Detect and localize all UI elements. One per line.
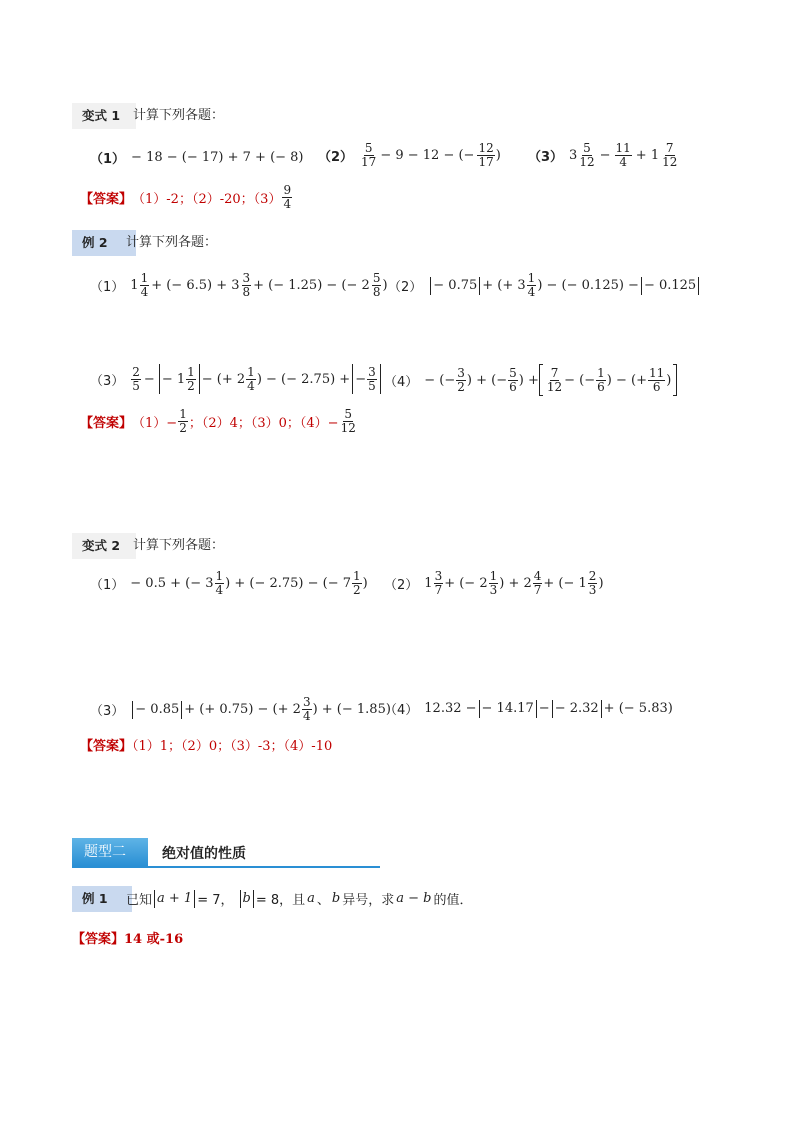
question-number: （2） (384, 578, 419, 593)
operator: − (538, 701, 550, 716)
expression: ) + (518, 372, 539, 388)
variant2-instruction: 计算下列各题： (133, 538, 225, 553)
expression: ) (382, 278, 388, 293)
expression: ) + (− (466, 372, 508, 388)
expression: − 0.5 + (− 3 (130, 576, 214, 591)
fraction: 3 7 (434, 569, 443, 597)
expression: ) (495, 148, 501, 163)
text: 已知 (126, 893, 153, 908)
expression: − 14.17 (481, 701, 534, 716)
expression: a + 1 (157, 891, 193, 906)
abs-bar (154, 890, 155, 908)
operator: − (599, 148, 611, 163)
variant2-answer (80, 735, 332, 754)
text: 异号，求 (342, 893, 395, 908)
whole-number: 1 (130, 278, 139, 293)
abs-bar (380, 364, 381, 394)
fraction: 1 2 (353, 569, 361, 597)
expression: − 0.85 (135, 702, 180, 717)
variant2-q2 (384, 570, 604, 597)
variable: b (242, 891, 251, 906)
expression: − 0.125 (643, 278, 697, 293)
variant1-q3 (528, 142, 679, 169)
expression: ) (362, 576, 368, 591)
fraction: 7 12 (662, 141, 678, 169)
answer-label: 【答案】 (80, 416, 133, 431)
abs-bar (199, 364, 200, 394)
fraction: $\frac{3}{2}$ (457, 365, 465, 394)
expression: + (+ 3 (482, 278, 526, 293)
abs-bar (181, 701, 182, 719)
expression: − 2.32 (554, 701, 599, 716)
answer-text: （1）-2；（2）-20；（3） (132, 192, 282, 207)
section-underline (72, 866, 380, 868)
expression: − (− (564, 372, 596, 388)
fraction: $\frac{1}{6}$ (597, 365, 605, 394)
fraction: 9 4 (283, 183, 292, 211)
abs-bar (601, 700, 602, 718)
expression: ) (598, 576, 604, 591)
expression: ) − (− 2.75) + (256, 371, 351, 387)
abs-bar (479, 277, 480, 295)
expression: − 0.75 (433, 278, 478, 293)
abs-bar (479, 700, 480, 718)
expression: ) + (− 2.75) − (− 7 (225, 576, 352, 591)
example2-q3 (90, 364, 383, 394)
question-number: （2） (388, 280, 423, 295)
fraction: $\frac{5}{6}$ (509, 365, 517, 394)
variant1-q2 (318, 142, 501, 169)
expression: 12.32 − (424, 701, 477, 716)
variant2-q4 (384, 699, 673, 718)
abs-bar (132, 701, 133, 719)
abs-bar (430, 277, 431, 295)
fraction: 2 5 (132, 364, 140, 393)
example2-q4 (384, 364, 677, 396)
operator: + 1 (635, 148, 660, 163)
fraction: 2 3 (588, 569, 597, 597)
question-number: （1） (90, 578, 125, 593)
fraction: 3 8 (242, 271, 251, 299)
answer-label: 【答案】 (72, 932, 125, 947)
example2-q2 (388, 272, 701, 299)
expression: + (− 5.83) (603, 701, 673, 716)
fraction: 5 12 (579, 141, 595, 169)
fraction: $\frac{1}{2}$ (179, 407, 187, 435)
abs-bar (352, 364, 353, 394)
bracket-right (673, 364, 677, 396)
fraction: 7 12 (546, 365, 563, 394)
question-number: （3） (528, 150, 564, 165)
abs-bar (698, 277, 699, 295)
question-number: （4） (384, 703, 419, 718)
expression: + (− 1.25) − (− 2 (253, 278, 370, 293)
expression: ) − (+ (606, 372, 647, 388)
variable: a (307, 891, 315, 906)
whole-number: 3 (569, 148, 578, 163)
question-number: （1） (90, 152, 126, 167)
expression: − (− (424, 372, 456, 388)
fraction: 5 17 (361, 141, 377, 169)
example1-tag: 例 1 (72, 886, 132, 912)
abs-bar (194, 890, 195, 908)
section-tag (72, 838, 148, 866)
operator: − (143, 371, 155, 387)
answer-text: 14 或-16 (124, 932, 184, 947)
expression: ) − (− 0.125) − (537, 278, 639, 293)
text: 的值． (433, 893, 473, 908)
abs-bar (159, 364, 160, 394)
expression: − 9 − 12 − (− (380, 148, 475, 163)
variable: b (331, 891, 341, 906)
expression: ) + (− 1.85) (312, 702, 391, 717)
question-number: （3） (90, 704, 125, 719)
expression: + (+ 0.75) − (+ 2 (184, 702, 301, 717)
variant1-tag: 变式 1 (72, 103, 136, 129)
fraction: 4 7 (533, 569, 542, 597)
fraction: 1 4 (215, 569, 224, 597)
variant1-q1 (90, 148, 304, 167)
answer-label: 【答案】 (80, 739, 133, 754)
example2-instruction: 计算下列各题： (126, 235, 218, 250)
fraction: $\frac{3}{5}$ (368, 364, 376, 393)
answer-label: 【答案】 (80, 192, 133, 207)
expression: a − b (396, 891, 432, 906)
expression: + (− 2 (444, 576, 488, 591)
expression: − 1 (161, 371, 186, 387)
bracket-left (539, 364, 543, 396)
variant2-q1 (90, 570, 368, 597)
answer-text: ；（2）4；（3）0；（4）− (188, 416, 339, 431)
fraction: 5 8 (372, 271, 381, 299)
abs-bar (253, 890, 254, 908)
variant1-answer (80, 184, 293, 211)
fraction: 1 3 (489, 569, 498, 597)
section-tag-label: 题型二 (84, 844, 126, 860)
expression: + (− 1 (543, 576, 587, 591)
answer-text: （1）− (132, 416, 178, 431)
fraction: $\frac{12}{17}$ (478, 141, 494, 169)
expression: ) (666, 372, 672, 388)
question-number: （2） (318, 150, 354, 165)
variant2-q3 (90, 696, 391, 723)
fraction: 3 4 (302, 695, 311, 723)
fraction: 1 4 (527, 271, 536, 299)
expression: ) + 2 (499, 576, 532, 591)
abs-bar (536, 700, 537, 718)
fraction: $\frac{11}{4}$ (615, 141, 631, 169)
expression: − 18 − (− 17) + 7 + (− 8) (131, 150, 304, 165)
question-number: （3） (90, 373, 125, 389)
fraction: 1 4 (247, 364, 255, 393)
question-number: （1） (90, 280, 125, 295)
whole-number: 1 (424, 576, 433, 591)
text: = 8，且 (255, 893, 306, 908)
example2-tag: 例 2 (72, 230, 136, 256)
answer-text: （1）1；（2）0；（3）-3；（4）-10 (132, 739, 333, 754)
fraction: 1 4 (140, 271, 149, 299)
abs-bar (641, 277, 642, 295)
fraction: $\frac{11}{6}$ (649, 365, 665, 394)
expression: + (− 6.5) + 3 (151, 278, 240, 293)
abs-bar (240, 890, 241, 908)
abs-bar (552, 700, 553, 718)
example1-answer (72, 928, 183, 947)
question-number: （4） (384, 374, 419, 390)
variant2-tag: 变式 2 (72, 533, 136, 559)
fraction: 1 2 (187, 364, 195, 393)
variant1-instruction: 计算下列各题： (133, 108, 225, 123)
section-title: 绝对值的性质 (162, 846, 246, 862)
example1-question (126, 889, 473, 908)
text: = 7， (197, 893, 234, 908)
example2-answer (80, 408, 358, 435)
fraction: $\frac{5}{12}$ (340, 407, 356, 435)
example2-q1 (90, 272, 388, 299)
expression: − (+ 2 (201, 371, 246, 387)
operator: − (355, 371, 367, 387)
text: 、 (316, 893, 330, 908)
